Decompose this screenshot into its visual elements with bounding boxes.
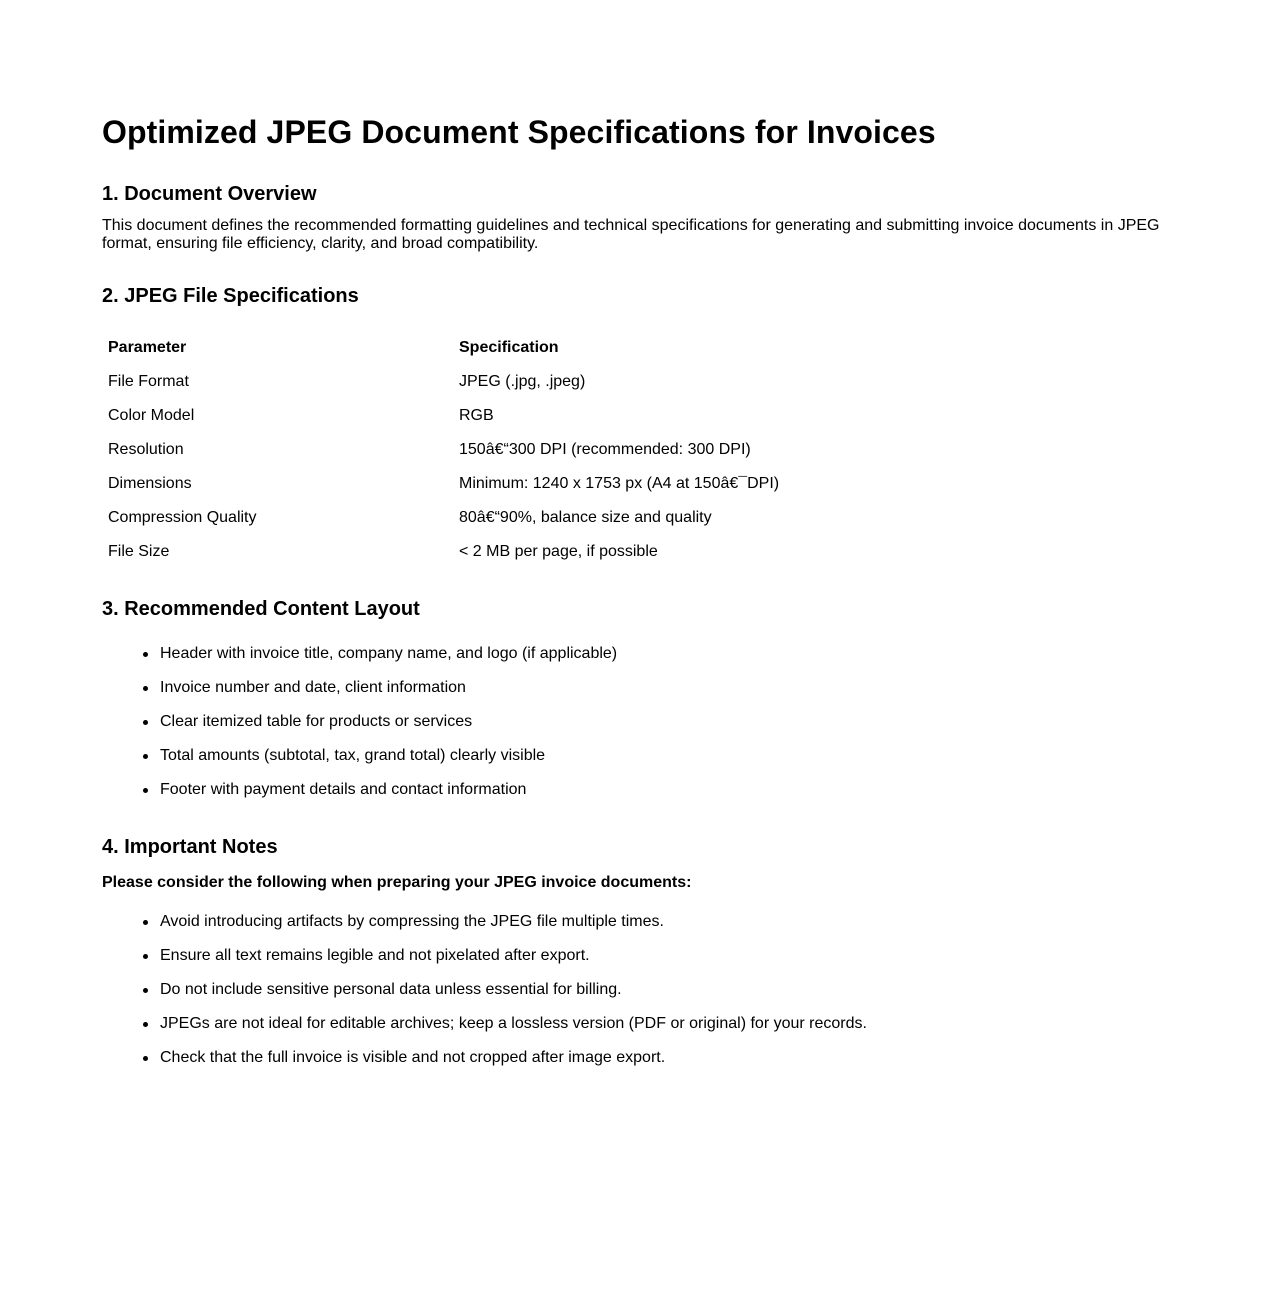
bullet-icon	[143, 686, 148, 691]
section-heading-content-layout: 3. Recommended Content Layout	[102, 598, 420, 620]
column-header-specification: Specification	[459, 339, 559, 356]
table-row	[102, 365, 965, 399]
list-item	[160, 973, 1168, 1007]
list-item-text: Total amounts (subtotal, tax, grand total) clearly visible	[160, 747, 546, 764]
bullet-icon	[143, 920, 148, 925]
table-header-row	[102, 331, 965, 365]
list-item-text: Avoid introducing artifacts by compressing the JPEG file multiple times.	[160, 913, 664, 930]
column-header-parameter: Parameter	[108, 339, 187, 356]
specification-cell: Minimum: 1240 x 1753 px (A4 at 150â€¯DPI)	[459, 475, 780, 492]
bullet-icon	[143, 754, 148, 759]
section-overview	[102, 181, 1168, 253]
page-title: Optimized JPEG Document Specifications for Invoices	[102, 114, 936, 150]
list-item-text: Clear itemized table for products or services	[160, 713, 473, 730]
parameter-cell: Compression Quality	[108, 509, 257, 526]
specification-cell: < 2 MB per page, if possible	[459, 543, 658, 560]
list-item	[160, 1041, 1168, 1075]
list-item	[160, 939, 1168, 973]
list-item	[160, 671, 1168, 705]
list-item	[160, 905, 1168, 939]
bullet-icon	[143, 954, 148, 959]
notes-lead-text: Please consider the following when preparing your JPEG invoice documents:	[102, 874, 692, 891]
bullet-icon	[143, 720, 148, 725]
bullet-icon	[143, 988, 148, 993]
section-specifications	[102, 283, 1168, 569]
section-heading-important-notes: 4. Important Notes	[102, 836, 278, 858]
list-item-text: Invoice number and date, client information	[160, 679, 466, 696]
list-item	[160, 1007, 1168, 1041]
content-layout-list	[102, 637, 1168, 807]
table-row	[102, 399, 965, 433]
section-heading-specifications: 2. JPEG File Specifications	[102, 285, 359, 307]
list-item-text: JPEGs are not ideal for editable archives; keep a lossless version (PDF or original) for your records.	[160, 1015, 867, 1032]
parameter-cell: Color Model	[108, 407, 195, 424]
bullet-icon	[143, 1056, 148, 1061]
specification-cell: RGB	[459, 407, 494, 424]
important-notes-list	[102, 905, 1168, 1075]
list-item-text: Check that the full invoice is visible and not cropped after image export.	[160, 1049, 666, 1066]
table-row	[102, 433, 965, 467]
overview-paragraph: This document defines the recommended formatting guidelines and technical specifications for generating and submitting invoice documents in JPEG format, ensuring file efficiency, clarity, and broad compatibility.	[102, 217, 1160, 252]
bullet-icon	[143, 788, 148, 793]
parameter-cell: File Format	[108, 373, 189, 390]
parameter-cell: File Size	[108, 543, 170, 560]
section-content-layout	[102, 596, 1168, 807]
list-item	[160, 773, 1168, 807]
table-row	[102, 535, 965, 569]
section-important-notes	[102, 834, 1168, 1075]
table-row	[102, 467, 965, 501]
specification-cell: 80â€“90%, balance size and quality	[459, 509, 712, 526]
list-item-text: Ensure all text remains legible and not pixelated after export.	[160, 947, 590, 964]
list-item-text: Footer with payment details and contact information	[160, 781, 527, 798]
list-item-text: Do not include sensitive personal data unless essential for billing.	[160, 981, 622, 998]
bullet-icon	[143, 652, 148, 657]
list-item	[160, 739, 1168, 773]
list-item	[160, 705, 1168, 739]
list-item-text: Header with invoice title, company name, and logo (if applicable)	[160, 645, 618, 662]
table-row	[102, 501, 965, 535]
list-item	[160, 637, 1168, 671]
specification-cell: 150â€“300 DPI (recommended: 300 DPI)	[459, 441, 751, 458]
specification-cell: JPEG (.jpg, .jpeg)	[459, 373, 586, 390]
section-heading-overview: 1. Document Overview	[102, 183, 317, 205]
specifications-table	[102, 331, 965, 569]
parameter-cell: Resolution	[108, 441, 184, 458]
bullet-icon	[143, 1022, 148, 1027]
parameter-cell: Dimensions	[108, 475, 192, 492]
